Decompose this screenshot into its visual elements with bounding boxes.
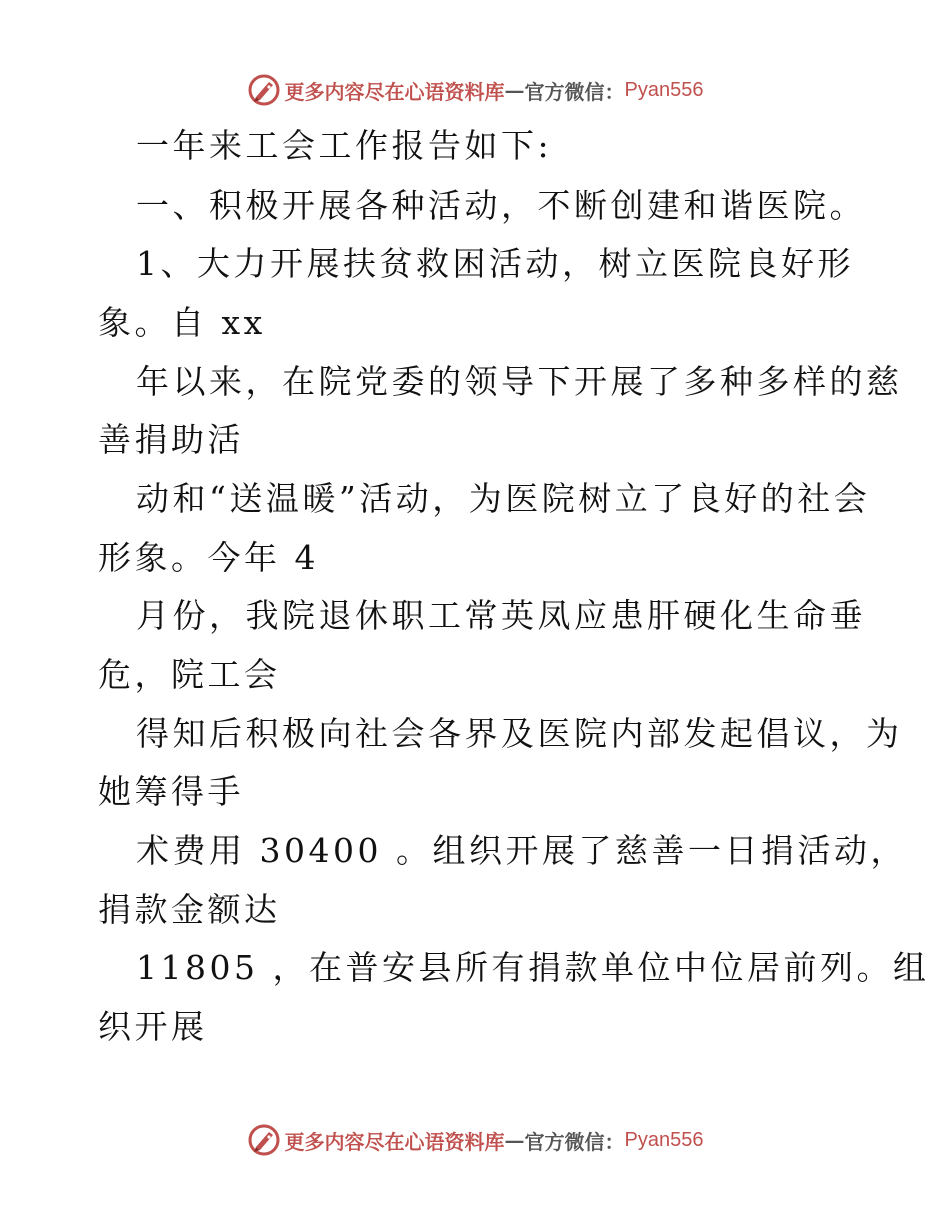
header-banner bbox=[0, 70, 950, 110]
banner-wechat-label: 官方微信： bbox=[524, 79, 625, 104]
banner-wechat-label: 官方微信： bbox=[524, 1129, 625, 1154]
pen-nib-logo-icon bbox=[247, 73, 281, 107]
footer-banner bbox=[0, 1120, 950, 1160]
banner-wechat-id: Pyan556 bbox=[624, 78, 704, 101]
text-line: 危，院工会 bbox=[98, 655, 281, 694]
text-line: 捐款金额达 bbox=[98, 890, 281, 929]
banner-wechat-id: Pyan556 bbox=[624, 1128, 704, 1151]
banner-site-text: 更多内容尽在心语资料库 bbox=[284, 79, 505, 104]
text-line: 1、大力开展扶贫救困活动，树立医院良好形 bbox=[136, 244, 854, 283]
banner-dash: — bbox=[504, 78, 525, 102]
text-line: 一、积极开展各种活动，不断创建和谐医院。 bbox=[136, 186, 866, 225]
text-line: 一年来工会工作报告如下: bbox=[136, 126, 553, 165]
banner-dash: — bbox=[504, 1128, 525, 1152]
text-line: 象。自 xx bbox=[98, 303, 266, 342]
text-line: 形象。今年 4 bbox=[98, 538, 319, 577]
text-line: 年以来，在院党委的领导下开展了多种多样的慈 bbox=[136, 362, 903, 401]
text-line: 月份，我院退休职工常英凤应患肝硬化生命垂 bbox=[136, 596, 866, 635]
pen-nib-logo-icon bbox=[247, 1123, 281, 1157]
text-line: 得知后积极向社会各界及医院内部发起倡议，为 bbox=[136, 714, 903, 753]
text-line: 11805 ，在普安县所有捐款单位中位居前列。组 bbox=[136, 948, 930, 987]
banner-site-text: 更多内容尽在心语资料库 bbox=[284, 1129, 505, 1154]
text-line: 动和“送温暖”活动，为医院树立了良好的社会 bbox=[136, 479, 871, 518]
text-line: 她筹得手 bbox=[98, 772, 244, 811]
text-line: 善捐助活 bbox=[98, 420, 244, 459]
text-line: 织开展 bbox=[98, 1007, 208, 1046]
text-line: 术费用 30400 。组织开展了慈善一日捐活动， bbox=[136, 831, 907, 870]
